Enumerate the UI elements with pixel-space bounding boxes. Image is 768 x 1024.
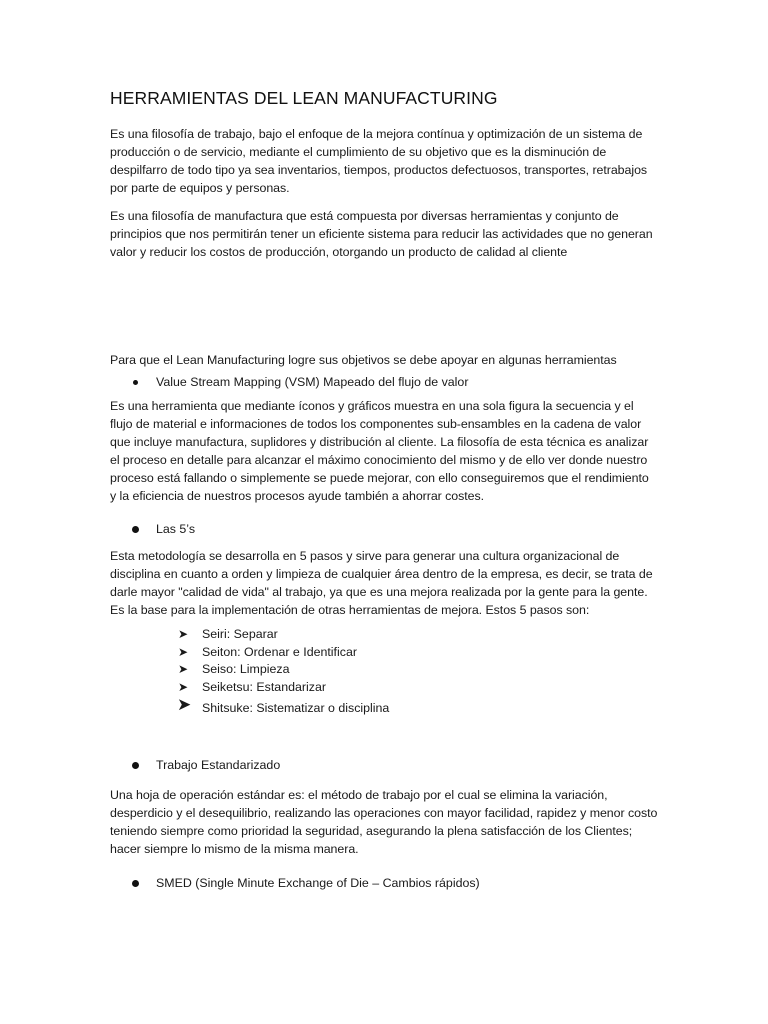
step-label: Seiri: Separar (202, 627, 278, 641)
step-label: Shitsuke: Sistematizar o disciplina (202, 701, 390, 715)
bullet-smed (110, 874, 658, 892)
bullet-smed-label: SMED (Single Minute Exchange of Die – Cambios rápidos) (156, 875, 480, 890)
tools-lead-paragraph: Para que el Lean Manufacturing logre sus objetivos se debe apoyar en algunas herramientas (110, 353, 617, 367)
5s-steps-list (110, 626, 658, 718)
5s-paragraph: Esta metodología se desarrolla en 5 pasos y sirve para generar una cultura organizacional de disciplina en cuanto a orden y limpieza de cualquier área dentro de la empresa, es decir, se trata de darle mayor "calidad de vida" al trabajo, ya que es una mejora realizada por la gente para la gente. Es la base para la implementación de otras herramientas de mejora. Estos 5 pasos son: (110, 549, 653, 617)
intro-paragraph-1: Es una filosofía de trabajo, bajo el enfoque de la mejora contínua y optimización de un sistema de producción o de servicio, mediante el cumplimiento de su objetivo que es la disminución de despilfarro de todo tipo ya sea inventarios, tiempos, productos defectuosos, transportes, retrabajos por parte de equipos y personas. (110, 127, 648, 195)
arrowhead-icon: ➤ (177, 695, 192, 714)
bullet-icon (132, 762, 139, 769)
bullet-standard-work (110, 756, 658, 774)
bullet-icon (132, 526, 139, 533)
step-item (110, 626, 658, 644)
step-label: Seiso: Limpieza (202, 662, 290, 676)
document-title: HERRAMIENTAS DEL LEAN MANUFACTURING (110, 88, 498, 108)
bullet-vsm-label: Value Stream Mapping (VSM) Mapeado del flujo de valor (156, 375, 469, 389)
arrowhead-icon: ➤ (178, 627, 189, 641)
bullet-standard-work-label: Trabajo Estandarizado (156, 757, 281, 772)
arrowhead-icon: ➤ (178, 679, 189, 694)
arrowhead-icon: ➤ (178, 662, 189, 676)
step-label: Seiton: Ordenar e Identificar (202, 644, 357, 659)
standard-work-paragraph: Una hoja de operación estándar es: el método de trabajo por el cual se elimina la variación, desperdicio y el desequilibrio, realizando las operaciones con mayor facilidad, rapidez y menor costo teniendo siempre como prioridad la seguridad, asegurando la plena satisfacción de los Clientes; hacer siempre lo mismo de la misma manera. (110, 787, 658, 856)
intro-paragraph-2: Es una filosofía de manufactura que está compuesta por diversas herramientas y conjunto de principios que nos permitirán tener un eficiente sistema para reducir las actividades que no generan valor y reducir los costos de producción, otorgando un producto de calidad al cliente (110, 209, 653, 259)
arrowhead-icon: ➤ (178, 644, 189, 659)
step-item (110, 679, 658, 697)
step-item (110, 644, 658, 662)
bullet-5s (110, 520, 658, 538)
document-page (110, 88, 658, 892)
step-item (110, 695, 658, 718)
bullet-5s-label: Las 5’s (156, 522, 196, 536)
bullet-icon (132, 880, 139, 887)
step-item (110, 661, 658, 679)
vsm-paragraph: Es una herramienta que mediante íconos y gráficos muestra en una sola figura la secuencia y el flujo de material e informaciones de todos los componentes sub-ensambles en la cadena de valor que incluye manufactura, suplidores y distribución al cliente. La filosofía de esta técnica es analizar el proceso en detalle para alcanzar el máximo conocimiento del mismo y de ello ver donde nuestro proceso está fallando o simplemente se puede mejorar, con ello conseguiremos que el rendimiento y la eficiencia de nuestros procesos ayude también a ahorrar costes. (110, 399, 649, 503)
bullet-icon (133, 380, 138, 385)
step-label: Seiketsu: Estandarizar (202, 679, 326, 694)
bullet-vsm (110, 373, 658, 391)
